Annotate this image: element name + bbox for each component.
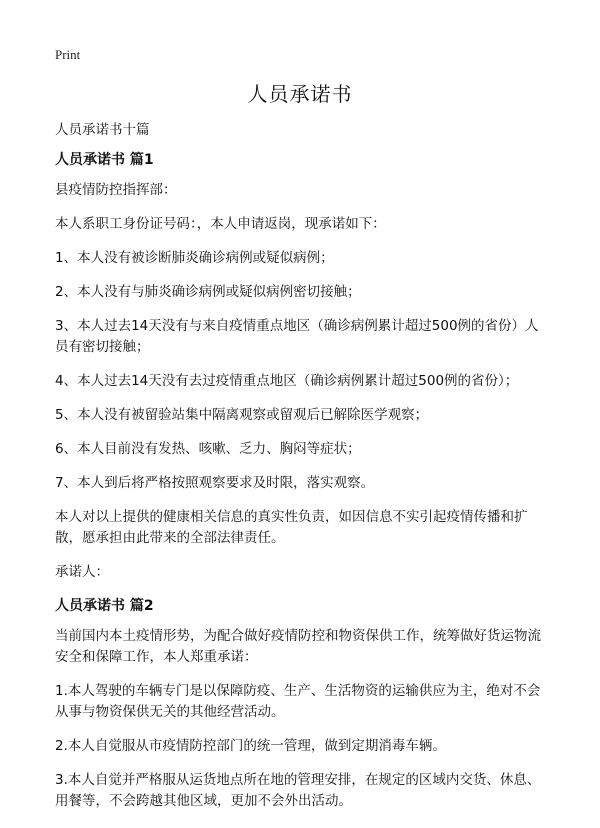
list-item: 3、本人过去14天没有与来自疫情重点地区（确诊病例累计超过500例的省份）人员有密切接触； bbox=[55, 318, 539, 355]
paragraph: 当前国内本土疫情形势，为配合做好疫情防控和物资保供工作，统筹做好货运物流安全和保障工作，本人郑重承诺： bbox=[55, 628, 541, 665]
paragraph: 县疫情防控指挥部： bbox=[55, 182, 177, 198]
list-item: 3.本人自觉并严格服从运货地点所在地的管理安排，在规定的区域内交货、休息、用餐等，不会跨越其他区域，更加不会外出活动。 bbox=[55, 772, 541, 809]
section-heading-2: 人员承诺书 篇2 bbox=[55, 598, 154, 614]
list-item: 1、本人没有被诊断肺炎确诊病例或疑似病例； bbox=[55, 250, 334, 266]
section-heading-1: 人员承诺书 篇1 bbox=[55, 152, 154, 168]
page-title: 人员承诺书 bbox=[247, 82, 353, 106]
list-item: 6、本人目前没有发热、咳嗽、乏力、胸闷等症状； bbox=[55, 441, 361, 457]
list-item: 2、本人没有与肺炎确诊病例或疑似病例密切接触； bbox=[55, 284, 361, 300]
paragraph: 本人系职工身份证号码：，本人申请返岗，现承诺如下： bbox=[55, 216, 386, 232]
print-link[interactable]: Print bbox=[55, 47, 81, 62]
list-item: 7、本人到后将严格按照观察要求及时限，落实观察。 bbox=[55, 475, 375, 491]
list-item: 2.本人自觉服从市疫情防控部门的统一管理，做到定期消毒车辆。 bbox=[55, 738, 446, 754]
list-item: 4、本人过去14天没有去过疫情重点地区（确诊病例累计超过500例的省份）； bbox=[55, 373, 519, 389]
document-subtitle: 人员承诺书十篇 bbox=[55, 122, 150, 138]
paragraph: 本人对以上提供的健康相关信息的真实性负责，如因信息不实引起疫情传播和扩散，愿承担由此带来的全部法律责任。 bbox=[55, 509, 528, 546]
list-item: 5、本人没有被留验站集中隔离观察或留观后已解除医学观察； bbox=[55, 407, 429, 423]
document-body bbox=[55, 120, 552, 825]
signature-line: 承诺人： bbox=[55, 564, 109, 580]
list-item: 1.本人驾驶的车辆专门是以保障防疫、生产、生活物资的运输供应为主，绝对不会从事与物资保供无关的其他经营活动。 bbox=[55, 683, 541, 720]
